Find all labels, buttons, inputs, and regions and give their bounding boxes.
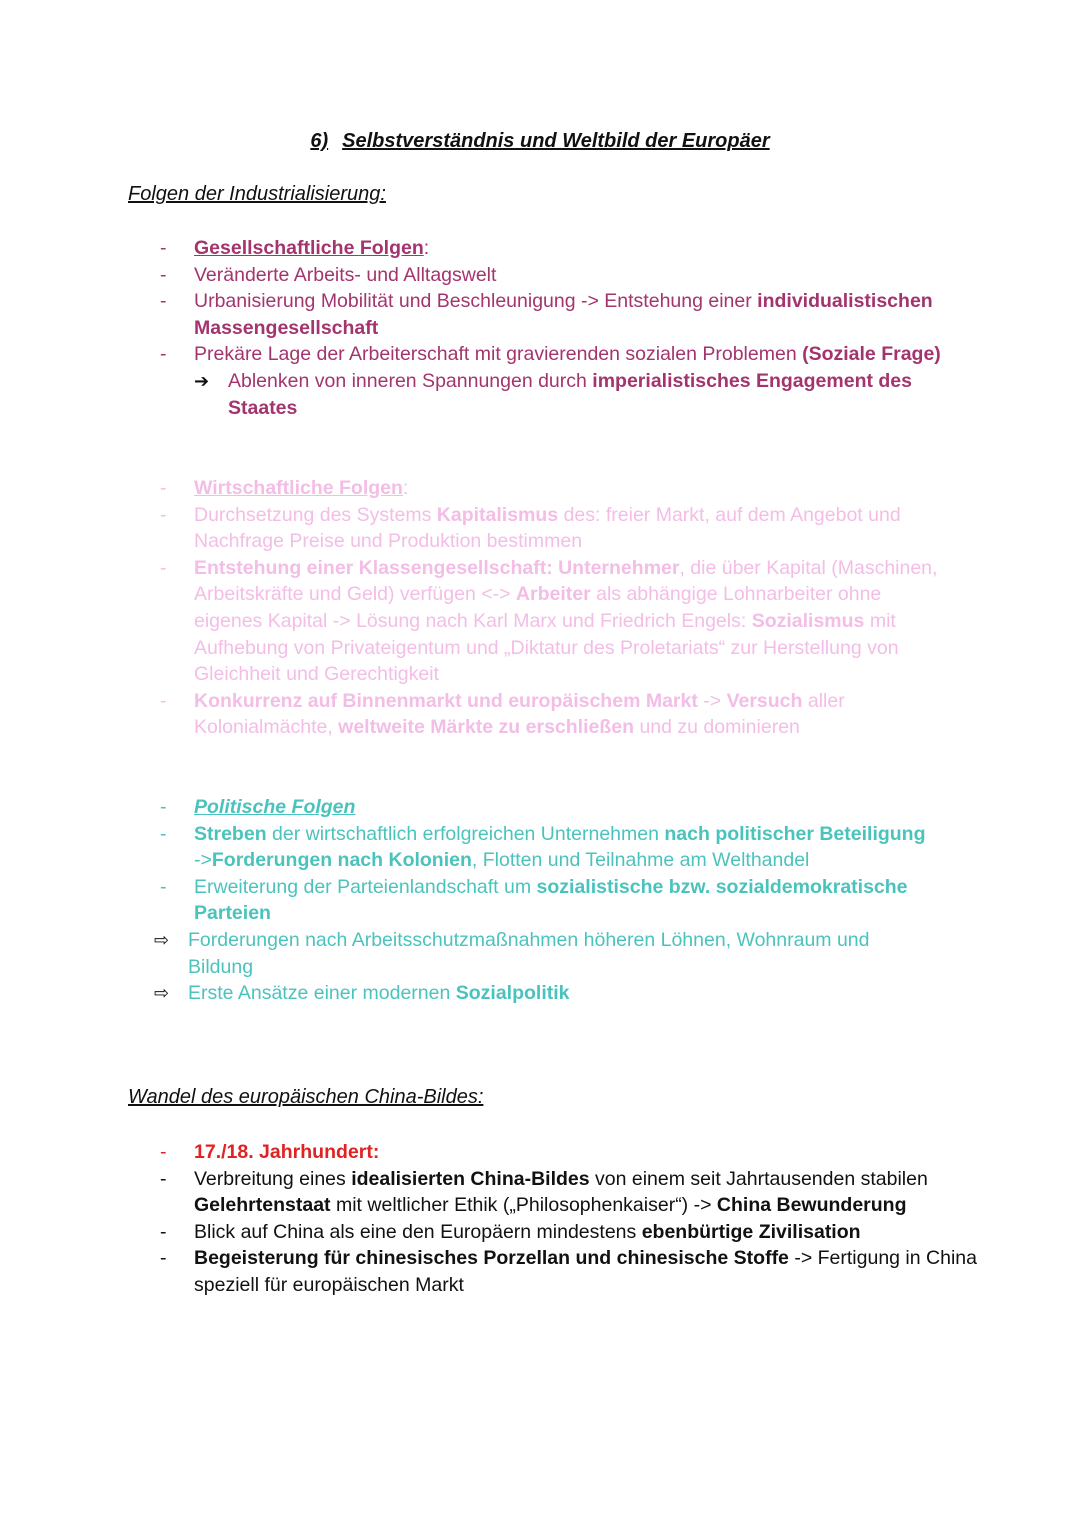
list-item: - Prekäre Lage der Arbeiterschaft mit gravierenden sozialen Problemen (Soziale Frage) — [160, 343, 941, 366]
list-item-continuation: Nachfrage Preise und Produktion bestimmen — [194, 530, 583, 553]
arrow-item-continuation: Bildung — [188, 955, 254, 978]
list-item: - Durchsetzung des Systems Kapitalismus des: freier Markt, auf dem Angebot und — [160, 503, 901, 526]
list-item: - Politische Folgen — [0, 794, 1080, 821]
list-item: - Blick auf China als eine den Europäern mindestens ebenbürtige Zivilisation — [160, 1220, 861, 1243]
list-item-continuation: Gleichheit und Gerechtigkeit — [194, 663, 439, 686]
section-heading-industrialisierung: Folgen der Industrialisierung: — [128, 183, 386, 205]
title-number: 6) — [310, 130, 329, 152]
period-label: 17./18. Jahrhundert: — [194, 1141, 380, 1163]
subheading-politisch: Politische Folgen — [194, 796, 356, 818]
arrow-item: ⇨ Forderungen nach Arbeitsschutzmaßnahmen höheren Löhnen, Wohnraum und — [0, 927, 1080, 954]
list-item: - 17./18. Jahrhundert: — [0, 1139, 1080, 1166]
china-bild-list — [0, 1139, 1080, 1299]
subheading-gesellschaftlich: Gesellschaftliche Folgen — [194, 237, 424, 259]
subheading-wirtschaftlich: Wirtschaftliche Folgen — [194, 477, 403, 499]
list-item: - Veränderte Arbeits- und Alltagswelt — [160, 263, 497, 286]
list-item: - Verbreitung eines idealisierten China-Bildes von einem seit Jahrtausenden stabilen — [160, 1167, 928, 1190]
section-heading-china-bild: Wandel des europäischen China-Bildes: — [128, 1086, 484, 1108]
arrow-right-hollow-icon: ⇨ — [154, 929, 170, 950]
arrow-right-bold-icon: ➔ — [194, 370, 210, 391]
arrow-right-hollow-icon: ⇨ — [154, 983, 170, 1004]
wirtschaftliche-folgen-list — [0, 475, 1080, 741]
list-item-continuation: Arbeitskräfte und Geld) verfügen <-> Arbeiter als abhängige Lohnarbeiter ohne — [194, 583, 882, 606]
list-item: - Entstehung einer Klassengesellschaft: Unternehmer, die über Kapital (Maschinen, — [160, 556, 938, 579]
list-item-continuation: Aufhebung von Privateigentum und „Diktatur des Proletariats“ zur Herstellung von — [194, 636, 899, 659]
list-item-continuation: speziell für europäischen Markt — [194, 1273, 464, 1296]
list-item-continuation: Massengesellschaft — [194, 316, 379, 339]
arrow-item: ➔ Ablenken von inneren Spannungen durch imperialistisches Engagement des — [0, 368, 1080, 395]
list-item: - Erweiterung der Parteienlandschaft um sozialistische bzw. sozialdemokratische — [160, 875, 908, 898]
list-item: - Konkurrenz auf Binnenmarkt und europäischem Markt -> Versuch aller — [160, 689, 845, 712]
list-item-continuation: Kolonialmächte, weltweite Märkte zu erschließen und zu dominieren — [194, 716, 800, 739]
list-item: - Wirtschaftliche Folgen: — [160, 477, 409, 499]
list-item: - Begeisterung für chinesisches Porzellan und chinesische Stoffe -> Fertigung in China — [160, 1247, 977, 1270]
arrow-item-continuation: Staates — [228, 396, 298, 419]
list-item-continuation: eigenes Kapital -> Lösung nach Karl Marx und Friedrich Engels: Sozialismus mit — [194, 609, 896, 632]
politische-folgen-list — [0, 794, 1080, 1007]
gesellschaftliche-folgen-list — [0, 235, 1080, 421]
list-item: - Gesellschaftliche Folgen: — [160, 237, 430, 259]
title-text: Selbstverständnis und Weltbild der Europäer — [342, 130, 770, 152]
arrow-item: ⇨ Erste Ansätze einer modernen Sozialpolitik — [0, 980, 1080, 1007]
list-item: - Streben der wirtschaftlich erfolgreichen Unternehmen nach politischer Beteiligung — [160, 822, 926, 845]
list-item: - Urbanisierung Mobilität und Beschleunigung -> Entstehung einer individualistischen — [160, 290, 933, 313]
page-title — [0, 130, 1080, 153]
list-item-continuation: ->Forderungen nach Kolonien, Flotten und Teilnahme am Welthandel — [194, 849, 810, 872]
list-item-continuation: Gelehrtenstaat mit weltlicher Ethik („Philosophenkaiser“) -> China Bewunderung — [194, 1194, 907, 1217]
list-item-continuation: Parteien — [194, 902, 271, 925]
